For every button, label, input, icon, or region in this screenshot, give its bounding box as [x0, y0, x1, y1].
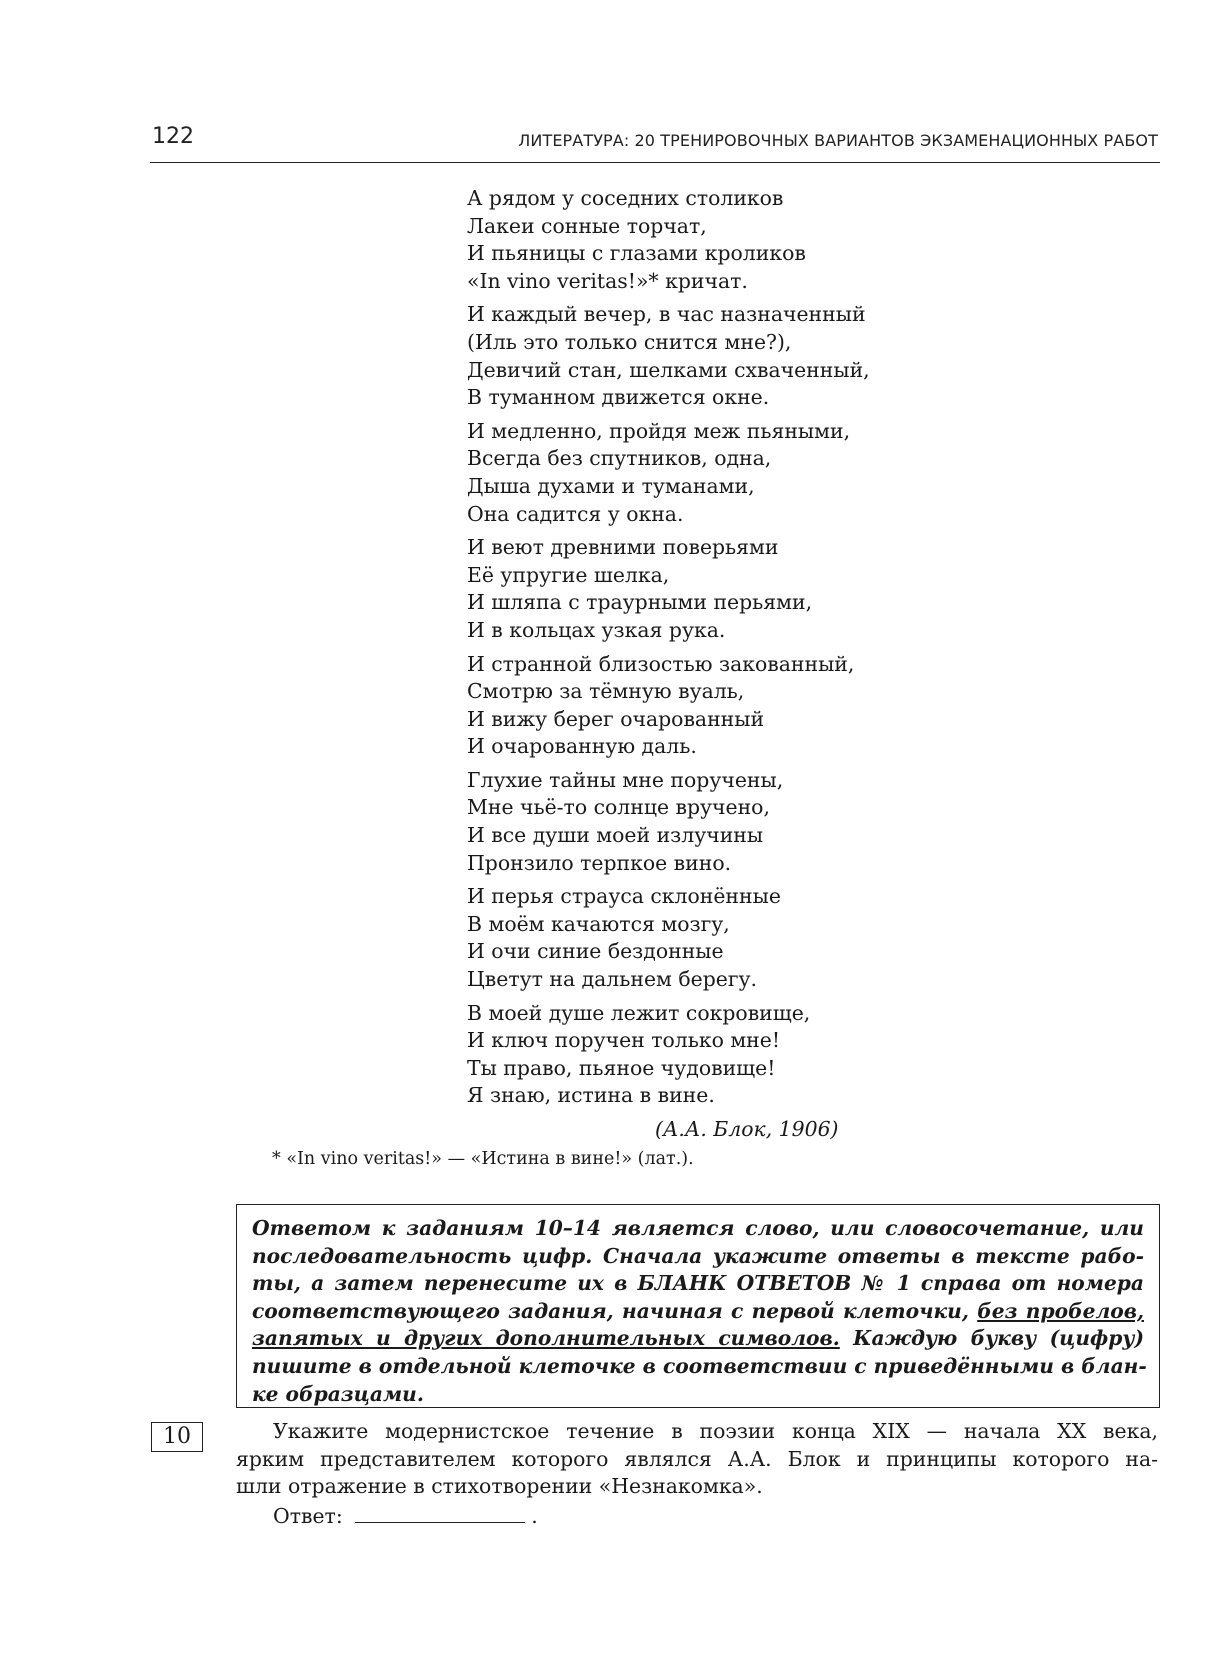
poem-line: Цветут на дальнем берегу.: [467, 967, 757, 992]
poem-line: И веют древними поверьями: [467, 535, 779, 560]
answer-end: .: [531, 1504, 538, 1528]
stanza: [467, 1000, 987, 1110]
poem-line: Всегда без спутников, одна,: [467, 446, 772, 471]
footnote: * «In vino veritas!» — «Истина в вине!» (лат.).: [272, 1149, 694, 1169]
poem-line: Глухие тайны мне поручены,: [467, 767, 784, 792]
poem-line: (Иль это только снится мне?),: [467, 329, 792, 354]
instruction-box: [236, 1204, 1160, 1408]
task-line: Укажите модернистское течение в поэзии конца XIX — начала XX века,: [273, 1419, 1158, 1443]
instruction-line: [252, 1325, 1144, 1353]
instruction-underlined: запятых и других дополнительных символов.: [252, 1326, 840, 1351]
instruction-line: последовательность цифр. Сначала укажите ответы в тексте рабо-: [252, 1243, 1144, 1268]
instruction-line: [252, 1298, 1144, 1326]
instruction-line: Ответом к заданиям 10–14 является слово, или словосочетание, или: [252, 1216, 1144, 1240]
instruction-line: пишите в отдельной клеточке в соответствии с приведёнными в блан-: [252, 1353, 1147, 1378]
answer-label: Ответ:: [273, 1504, 343, 1528]
poem-line: Мне чьё-то солнце вручено,: [467, 795, 770, 820]
poem-line: Лакеи сонные торчат,: [467, 213, 707, 238]
page-number: 122: [152, 124, 194, 149]
answer-row: [273, 1504, 538, 1528]
poem-line: Ты право, пьяное чудовище!: [467, 1055, 776, 1080]
stanza: [467, 651, 987, 761]
poem-line: Я знаю, истина в вине.: [467, 1083, 715, 1108]
task-line: ярким представителем которого являлся А.А. Блок и принципы которого на-: [236, 1446, 1158, 1471]
stanza: [467, 185, 987, 295]
poem-line: И вижу берег очарованный: [467, 706, 765, 731]
poem-line: Её упругие шелка,: [467, 562, 670, 587]
poem-line: В моей душе лежит сокровище,: [467, 1000, 811, 1025]
poem-line: Смотрю за тёмную вуаль,: [467, 679, 745, 704]
running-title: ЛИТЕРАТУРА: 20 ТРЕНИРОВОЧНЫХ ВАРИАНТОВ ЭКЗАМЕНАЦИОННЫХ РАБОТ: [518, 131, 1158, 150]
page-header: [150, 118, 1160, 163]
poem-attribution: (А.А. Блок, 1906): [655, 1117, 839, 1141]
instruction-line: ке образцами.: [252, 1381, 424, 1406]
task-line: шли отражение в стихотворении «Незнакомка».: [236, 1474, 763, 1499]
poem-line: И медленно, пройдя меж пьяными,: [467, 418, 851, 443]
poem-line: И очарованную даль.: [467, 734, 697, 759]
poem-line: А рядом у соседних столиков: [467, 186, 784, 210]
poem-line: И в кольцах узкая рука.: [467, 617, 726, 642]
stanza: [467, 418, 987, 528]
poem-line: И шляпа с траурными перьями,: [467, 590, 813, 615]
poem-line: В туманном движется окне.: [467, 385, 770, 410]
task-question: [236, 1418, 1158, 1501]
stanza: [467, 883, 987, 993]
instruction-underlined: без пробелов,: [977, 1298, 1145, 1323]
poem-line: Дыша духами и туманами,: [467, 473, 755, 498]
poem-line: И странной близостью закованный,: [467, 651, 855, 676]
poem: [467, 185, 987, 1116]
poem-line: В моём качаются мозгу,: [467, 911, 730, 936]
poem-line: И каждый вечер, в час назначенный: [467, 302, 866, 327]
poem-line: Пронзило терпкое вино.: [467, 850, 732, 875]
poem-line: И пьяницы с глазами кроликов: [467, 241, 806, 266]
instruction-text: соответствующего задания, начиная с первой клеточки,: [252, 1298, 969, 1323]
poem-line: И ключ поручен только мне!: [467, 1028, 781, 1053]
poem-line: И очи синие бездонные: [467, 939, 724, 964]
answer-field[interactable]: [355, 1521, 525, 1523]
poem-line: Она садится у окна.: [467, 501, 684, 526]
poem-line: И перья страуса склонённые: [467, 884, 781, 909]
stanza: [467, 534, 987, 644]
poem-line: «In vino veritas!»* кричат.: [467, 268, 748, 293]
poem-line: И все души моей излучины: [467, 823, 764, 848]
stanza: [467, 301, 987, 411]
task-number-box: 10: [151, 1422, 203, 1452]
instruction-line: ты, а затем перенесите их в БЛАНК ОТВЕТОВ № 1 справа от номера: [252, 1271, 1144, 1296]
instruction-text: Каждую букву (цифру): [853, 1326, 1144, 1351]
poem-line: Девичий стан, шелками схваченный,: [467, 357, 870, 382]
stanza: [467, 767, 987, 877]
